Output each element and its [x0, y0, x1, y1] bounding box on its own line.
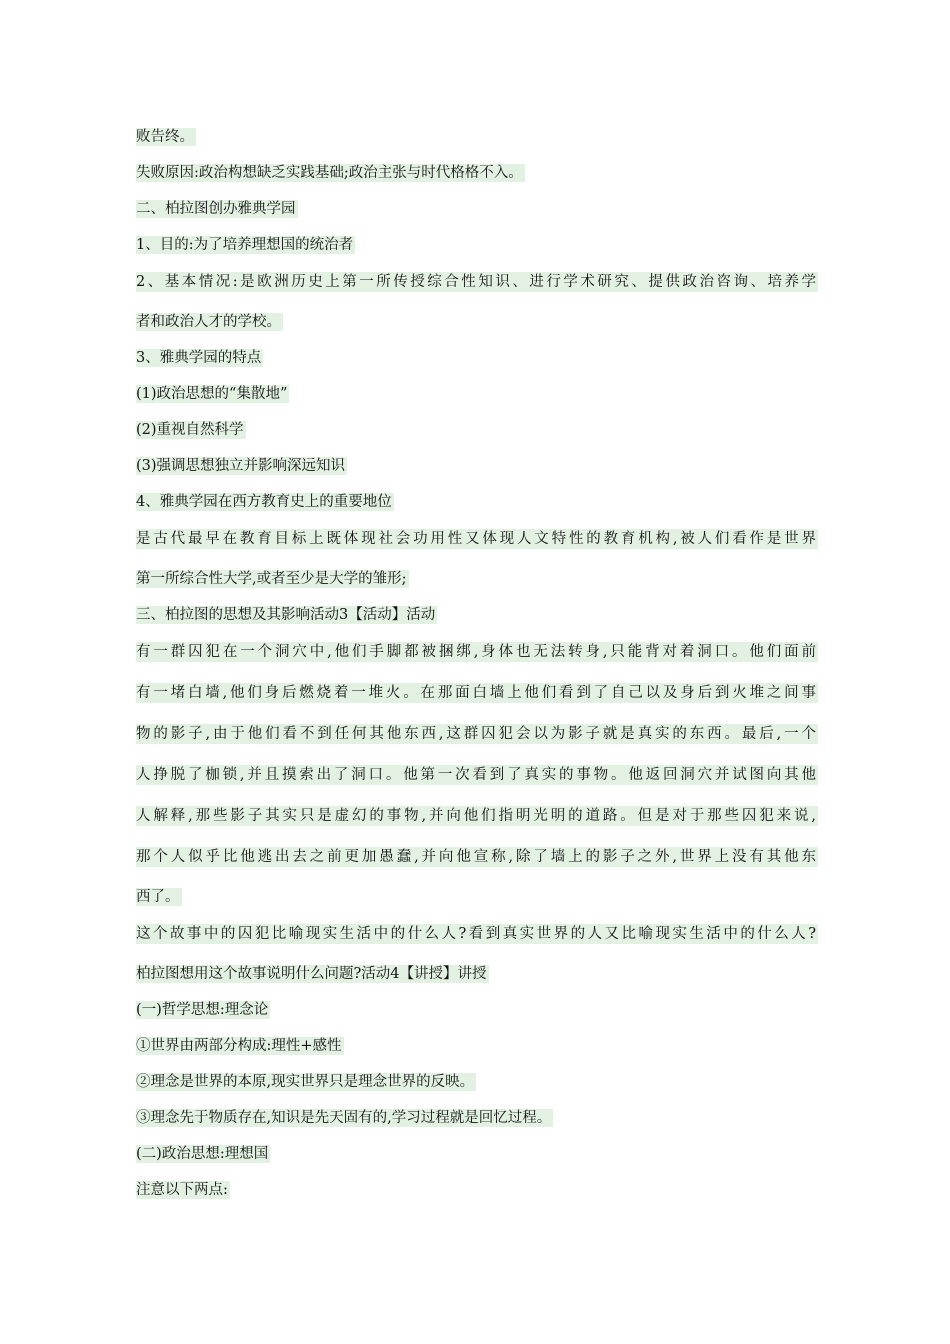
- text-line: 3、雅典学园的特点: [136, 350, 262, 366]
- text-line: 人挣脱了枷锁,并且摸索出了洞口。他第一次看到了真实的事物。他返回洞穴并试图向其他: [136, 767, 816, 783]
- text-line: 柏拉图想用这个故事说明什么问题?活动4【讲授】讲授: [136, 966, 487, 982]
- section-heading: 三、柏拉图的思想及其影响活动3【活动】活动: [136, 607, 436, 623]
- text-line: 2、基本情况:是欧洲历史上第一所传授综合性知识、进行学术研究、提供政治咨询、培养学: [136, 274, 816, 290]
- text-line: 注意以下两点:: [136, 1182, 228, 1198]
- text-line: 败告终。: [136, 129, 194, 145]
- text-line: 失败原因:政治构想缺乏实践基础;政治主张与时代格格不入。: [136, 165, 523, 181]
- text-line: 物的影子,由于他们看不到任何其他东西,这群囚犯会以为影子就是真实的东西。最后,一个: [136, 726, 816, 742]
- text-line: 有一群囚犯在一个洞穴中,他们手脚都被捆绑,身体也无法转身,只能背对着洞口。他们面前: [136, 644, 816, 660]
- list-item: (2)重视自然科学: [136, 422, 244, 438]
- text-line: 西了。: [136, 889, 180, 905]
- list-item: (3)强调思想独立并影响深远知识: [136, 458, 346, 474]
- list-item: ②理念是世界的本原,现实世界只是理念世界的反映。: [136, 1074, 475, 1090]
- section-heading: (二)政治思想:理想国: [136, 1146, 269, 1162]
- text-line: 1、目的:为了培养理想国的统治者: [136, 237, 354, 253]
- list-item: ①世界由两部分构成:理性+感性: [136, 1038, 342, 1054]
- text-line: 4、雅典学园在西方教育史上的重要地位: [136, 494, 392, 510]
- text-line: 第一所综合性大学,或者至少是大学的雏形;: [136, 571, 407, 587]
- text-line: 者和政治人才的学校。: [136, 314, 281, 330]
- section-heading: 二、柏拉图创办雅典学园: [136, 201, 296, 217]
- text-line: 人解释,那些影子其实只是虚幻的事物,并向他们指明光明的道路。但是对于那些囚犯来说,: [136, 808, 816, 824]
- section-heading: (一)哲学思想:理念论: [136, 1002, 269, 1018]
- list-item: ③理念先于物质存在,知识是先天固有的,学习过程就是回忆过程。: [136, 1110, 552, 1126]
- text-line: 那个人似乎比他逃出去之前更加愚蠢,并向他宣称,除了墙上的影子之外,世界上没有其他东: [136, 849, 816, 865]
- text-line: 是古代最早在教育目标上既体现社会功用性又体现人文特性的教育机构,被人们看作是世界: [136, 531, 816, 547]
- text-line: 有一堵白墙,他们身后燃烧着一堆火。在那面白墙上他们看到了自己以及身后到火堆之间事: [136, 685, 816, 701]
- text-line: 这个故事中的囚犯比喻现实生活中的什么人?看到真实世界的人又比喻现实生活中的什么人?: [136, 926, 816, 942]
- list-item: (1)政治思想的“集散地”: [136, 386, 288, 402]
